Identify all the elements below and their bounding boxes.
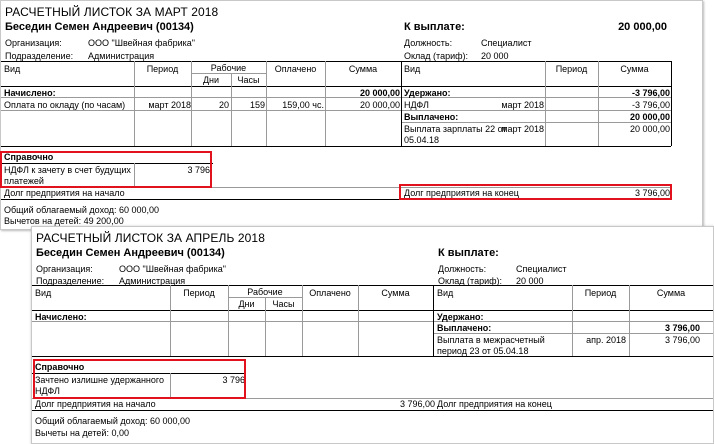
highlight-reference-april xyxy=(33,359,246,399)
org-label: Организация: xyxy=(5,38,62,48)
col-header-paid: Оплачено xyxy=(309,288,351,298)
child-deductions: Вычеты на детей: 0,00 xyxy=(35,428,129,438)
debt-start-label: Долг предприятия на начало xyxy=(4,188,125,198)
payslip-title: РАСЧЕТНЫЙ ЛИСТОК ЗА МАРТ 2018 xyxy=(5,5,219,19)
accrual-row-period: март 2018 xyxy=(148,100,191,110)
position-value: Специалист xyxy=(481,38,532,48)
ndfl-sum: -3 796,00 xyxy=(631,100,670,110)
col-header-right-type: Вид xyxy=(404,64,421,74)
debt-end-label: Долг предприятия на конец xyxy=(404,188,519,198)
accrual-row-paid: 159,00 чс. xyxy=(282,100,324,110)
reference-item: НДФЛ к зачету в счет будущих платежей xyxy=(4,165,131,186)
org-value: ООО "Швейная фабрика" xyxy=(119,264,226,274)
dept-value: Администрация xyxy=(88,51,155,61)
employee-name: Беседин Семен Андреевич (00134) xyxy=(5,21,194,33)
reference-value: 3 796 xyxy=(222,375,245,385)
accrual-row-days: 20 xyxy=(218,100,229,110)
dept-label: Подразделение: xyxy=(5,51,74,61)
col-header-paid: Оплачено xyxy=(274,64,317,74)
withheld-total: -3 796,00 xyxy=(631,88,670,98)
withheld-label: Удержано: xyxy=(404,88,451,98)
salary-label: Оклад (тариф): xyxy=(438,276,503,286)
org-value: ООО "Швейная фабрика" xyxy=(88,38,195,48)
col-header-right-type: Вид xyxy=(437,288,454,298)
debt-end-value: 3 796,00 xyxy=(634,188,670,198)
child-deductions: Вычетов на детей: 49 200,00 xyxy=(4,216,124,226)
paidout-label: Выплачено: xyxy=(404,112,459,122)
payment-label: Выплата зарплаты 22 от 05.04.18 xyxy=(404,124,507,145)
payment-period: март 2018 xyxy=(501,124,544,134)
accrued-label: Начислено: xyxy=(35,312,87,322)
col-header-right-sum: Сумма xyxy=(656,288,686,298)
payslip-april xyxy=(31,226,714,444)
payslip-title: РАСЧЕТНЫЙ ЛИСТОК ЗА АПРЕЛЬ 2018 xyxy=(36,231,265,245)
col-header-hours: Часы xyxy=(272,299,295,309)
salary-value: 20 000 xyxy=(481,51,509,61)
accrued-total: 20 000,00 xyxy=(359,88,400,98)
paidout-label: Выплачено: xyxy=(437,323,492,333)
position-label: Должность: xyxy=(404,38,453,48)
reference-title: Справочно xyxy=(35,362,85,372)
withheld-label: Удержано: xyxy=(437,312,484,322)
debt-start-value: 3 796,00 xyxy=(399,399,435,409)
payout-value: 20 000,00 xyxy=(618,21,667,33)
position-label: Должность: xyxy=(438,264,487,274)
payout-label: К выплате: xyxy=(404,21,465,33)
col-header-right-sum: Сумма xyxy=(620,64,649,74)
debt-end-label: Долг предприятия на конец xyxy=(437,399,552,409)
col-header-type: Вид xyxy=(4,64,21,74)
org-label: Организация: xyxy=(36,264,93,274)
col-header-hours: Часы xyxy=(237,75,260,85)
col-header-days: Дни xyxy=(202,75,220,85)
col-header-working: Рабочие xyxy=(247,287,283,297)
reference-value: 3 796 xyxy=(187,165,210,175)
col-header-right-period: Период xyxy=(555,64,588,74)
col-header-working: Рабочие xyxy=(210,63,247,73)
ndfl-label: НДФЛ xyxy=(404,100,429,110)
employee-name: Беседин Семен Андреевич (00134) xyxy=(36,247,225,259)
accrual-row-hours: 159 xyxy=(249,100,265,110)
dept-value: Администрация xyxy=(119,276,186,286)
col-header-type: Вид xyxy=(35,288,52,298)
salary-value: 20 000 xyxy=(516,276,544,286)
accrued-label: Начислено: xyxy=(4,88,56,98)
accrual-row-sum: 20 000,00 xyxy=(359,100,400,110)
paidout-total: 3 796,00 xyxy=(664,323,700,333)
col-header-period: Период xyxy=(183,288,215,298)
paidout-total: 20 000,00 xyxy=(629,112,670,122)
reference-item: Зачтено излишне удержанного НДФЛ xyxy=(35,375,164,396)
taxable-income: Общий облагаемый доход: 60 000,00 xyxy=(4,205,160,215)
highlight-debt-end-march xyxy=(399,184,672,200)
col-header-sum: Сумма xyxy=(348,64,378,74)
col-header-sum: Сумма xyxy=(381,288,410,298)
dept-label: Подразделение: xyxy=(36,276,105,286)
col-header-days: Дни xyxy=(238,299,255,309)
accrual-row-name: Оплата по окладу (по часам) xyxy=(4,100,126,110)
payment-period: апр. 2018 xyxy=(586,335,626,345)
col-header-period: Период xyxy=(146,64,179,74)
debt-start-label: Долг предприятия на начало xyxy=(35,399,156,409)
payout-label: К выплате: xyxy=(438,247,499,259)
reference-title: Справочно xyxy=(4,152,54,162)
highlight-reference-march xyxy=(0,151,212,188)
position-value: Специалист xyxy=(516,264,567,274)
payment-sum: 3 796,00 xyxy=(664,335,700,345)
taxable-income: Общий облагаемый доход: 60 000,00 xyxy=(35,416,191,426)
col-header-right-period: Период xyxy=(584,288,617,298)
ndfl-period: март 2018 xyxy=(501,100,544,110)
payment-sum: 20 000,00 xyxy=(629,124,670,134)
salary-label: Оклад (тариф): xyxy=(404,51,469,61)
payment-label: Выплата в межрасчетный период 23 от 05.04.18 xyxy=(437,335,545,356)
